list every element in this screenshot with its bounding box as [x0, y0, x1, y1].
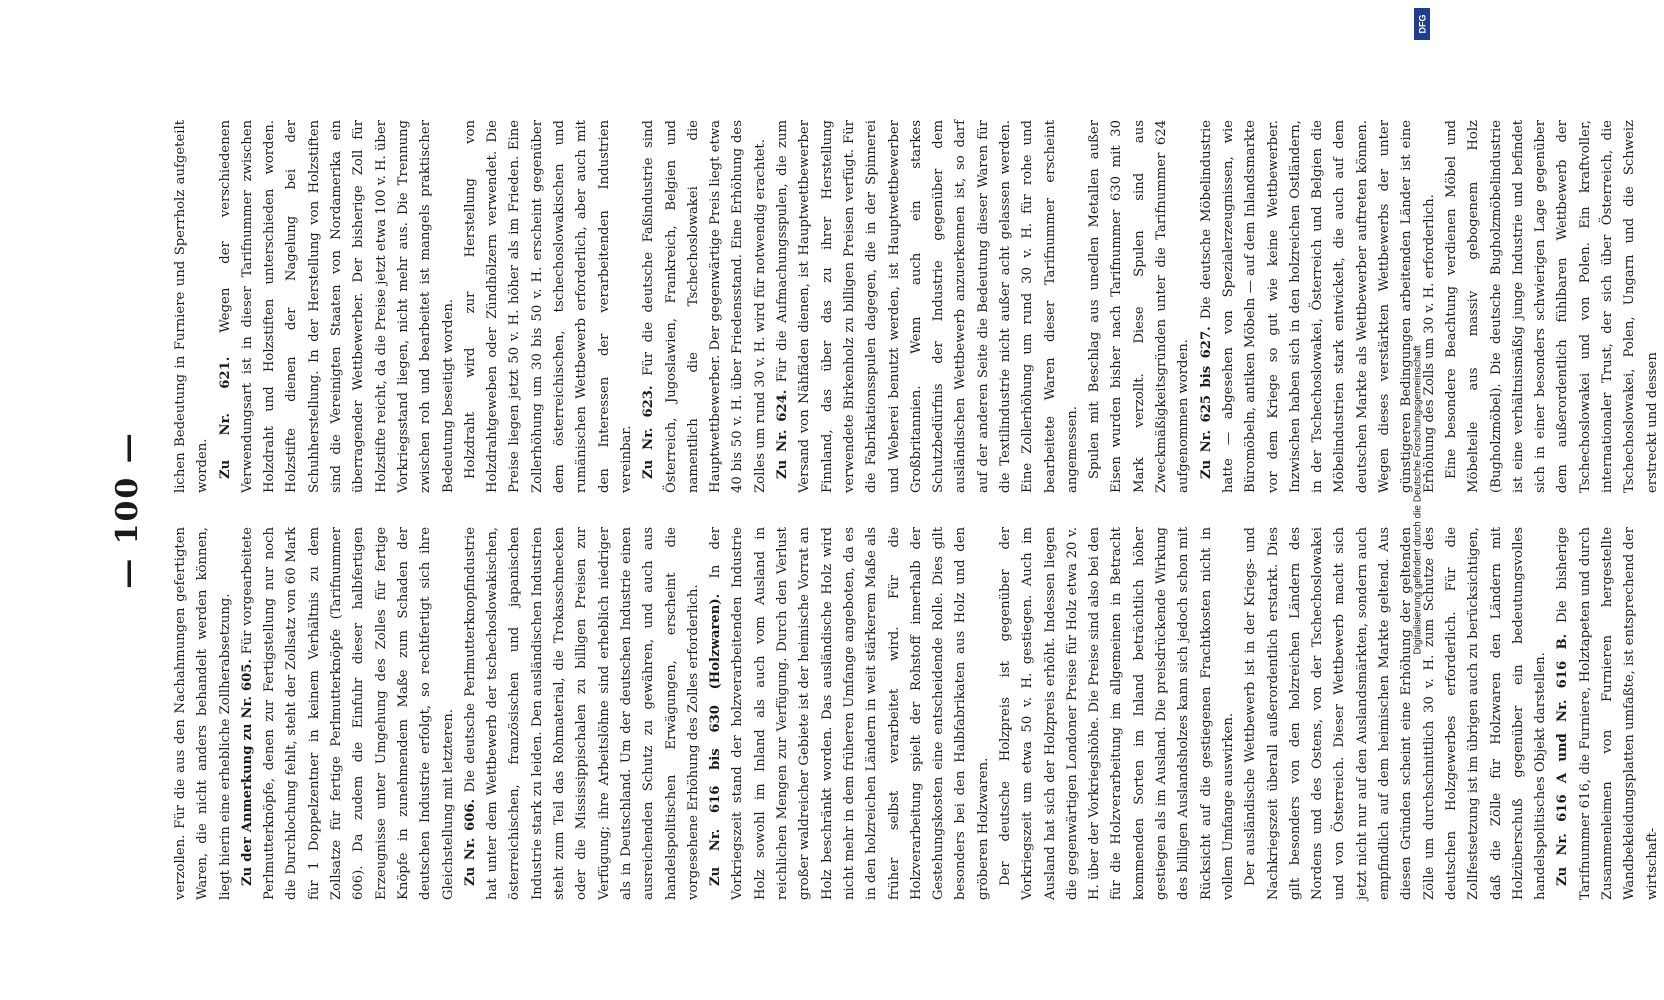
- paragraph-heading: Zu Nr. 624.: [775, 389, 791, 479]
- text-column-left: [170, 527, 1660, 900]
- paragraph-heading: Zu Nr. 616 A und Nr. 616 B.: [1555, 633, 1571, 886]
- dfg-logo: [1414, 8, 1430, 40]
- paragraph-heading: Zu Nr. 616 bis 630 (Holzwaren).: [708, 593, 724, 886]
- text-column-right: [170, 119, 1660, 493]
- paragraph-text: Holzdraht wird zur Herstellung von Holzdrahtgeweben oder Zündhölzern verwendet. Die Preise liegen jetzt 50 v. H. höher als im Frieden. Eine Zollerhöhung um 30 bis 50 v. H. erscheint gegenüber dem österreichischen, tschechoslowakischen und rumänischen Wettbewerb erforderlich, aber auch mit den Interessen der verarbeitenden Industrien vereinbar.: [462, 120, 634, 493]
- paragraph-heading: Zu Nr. 623.: [641, 385, 657, 479]
- paragraph-text: Die bisherige Tarifnummer 616, die Furniere, Holztapeten und durch Zusammenleimen von Furnieren hergestellte Wandbekleidungsplatten umfaßte, ist entsprechend der wirtschaft-: [1555, 527, 1660, 900]
- paragraph: [215, 120, 460, 493]
- paragraph-text: Der ausländische Wettbewerb ist in der Kriegs- und Nachkriegszeit überall außerordentlich erstarkt. Dies gilt besonders von den holzreichen Ländern des Nordens und des Ostens, von der Tschechoslowakei und von Österreich. Dieser Wettbewerb macht sich jetzt nicht nur auf den Auslandsmärkten, sondern auch empfindlich auf dem heimischen Markte geltend. Aus diesen Gründen scheint eine Erhöhung der geltenden Zölle um durchschnittlich 30 v. H. zum Schutze des deutschen Holzgewerbes erforderlich. Für die Zollfestsetzung ist im übrigen auch zu berücksichtigen, daß die Zölle für Holzwaren den Ländern mit Holzüberschuß gegenüber ein bedeutungsvolles handelspolitisches Objekt darstellen.: [1243, 527, 1549, 900]
- paragraph-text: Spulen mit Beschlag aus unedlen Metallen außer Eisen wurden bisher nach Tarifnummer 630 mit 30 Mark verzollt. Diese Spulen sind aus Zweckmäßigkeitsgründen unter die Tarifnummer 624 aufgenommen worden.: [1087, 120, 1192, 493]
- paragraph: [638, 120, 772, 493]
- page-content: [110, 119, 1660, 900]
- paragraph-text: lichen Bedeutung in Furniere und Sperrholz aufgeteilt worden.: [173, 120, 211, 493]
- paragraph: [705, 527, 995, 900]
- paragraph: [1196, 120, 1441, 493]
- paragraph: [772, 120, 1084, 493]
- paragraph-text: Eine besondere Beachtung verdienen Möbel und Möbelteile aus massiv gebogenem Holz (Bugholzmöbel). Die deutsche Bugholzmöbelindustrie ist eine verhältnismäßig junge Industrie und befindet sich in einer besonders schwierigen Lage gegenüber dem außerordentlich fühlbaren Wettbewerb der Tschechoslowakei und von Polen. Ein kraftvoller, internationaler Trust, der sich über Österreich, die Tschechoslowakei, Polen, Ungarn und die Schweiz erstreckt und dessen: [1443, 120, 1660, 493]
- paragraph-text: Der deutsche Holzpreis ist gegenüber der Vorkriegszeit um etwa 50 v. H. gestiegen. Auch im Ausland hat sich der Holzpreis erhöht. Indessen liegen die gegenwärtigen Londoner Preise für Holz etwa 20 v. H. über der Vorkriegshöhe. Die Preise sind also bei den für die Holzverarbeitung im allgemeinen in Betracht kommenden Sorten im Inland beträchtlich höher gestiegen als im Ausland. Die preisdrückende Wirkung des billigen Auslandsholzes kann sich jedoch schon mit Rücksicht auf die gestiegenen Frachtkosten nicht in vollem Umfange auswirken.: [997, 527, 1236, 900]
- paragraph: [460, 120, 638, 493]
- page-number: — 100 —: [110, 431, 145, 589]
- paragraph: [995, 527, 1240, 900]
- paragraph-text: Die deutsche Möbelindustrie hatte — abgesehen von Spezialerzeugnissen, wie Büromöbeln, antiken Möbeln — auf dem Inlandsmarkte vor dem Kriege so gut wie keine Wettbewerber. Inzwischen haben sich in den holzreichen Ostländern, in der Tschechoslowakei, Österreich und Belgien die Möbelindustrien stark entwickelt, die auch auf dem deutschen Markte als Wettbewerber auftreten können. Wegen dieses verstärkten Wettbewerbs der unter günstigeren Bedingungen arbeitenden Länder ist eine Erhöhung des Zolls um 30 v. H. erforderlich.: [1198, 119, 1437, 493]
- paragraph: [1240, 527, 1552, 900]
- paragraph-text: In der Vorkriegszeit stand der holzverarbeitenden Industrie Holz sowohl im Inland als auch vom Ausland in reichlichen Mengen zur Verfügung. Durch den Verlust großer waldreicher Gebiete ist der heimische Vorrat an Holz beschränkt worden. Das ausländische Holz wird nicht mehr in dem früheren Umfange angeboten, da es in den holzreichen Ländern in weit stärkerem Maße als früher selbst verarbeitet wird. Für die Holzverarbeitung spielt der Rohstoff innerhalb der Gestehungskosten eine entscheidende Rolle. Dies gilt besonders bei den Halbfabrikaten aus Holz und den gröberen Holzwaren.: [708, 527, 991, 900]
- paragraph-text: Für vorgearbeitete Perlmutterknöpfe, denen zur Fertigstellung nur noch die Durchlochung fehlt, steht der Zollsatz von 60 Mark für 1 Doppelzentner in keinem Verhältnis zu dem Zollsatze für fertige Perlmutterknöpfe (Tarifnummer 606). Da zudem die Einfuhr dieser halbfertigen Erzeugnisse unter Umgehung des Zolles für fertige Knöpfe in zunehmendem Maße zum Schaden der deutschen Industrie erfolgt, so rechtfertigt sich ihre Gleichstellung mit letzteren.: [239, 527, 456, 900]
- paragraph-heading: Zu Nr. 606.: [462, 798, 478, 886]
- paragraph-text: Die deutsche Perlmutterknopfindustrie hat unter dem Wettbewerb der tschechoslowakischen, österreichischen, französischen und japanischen Industrie stark zu leiden. Den ausländischen Industrien steht zum Teil das Rohmaterial, die Trokasschnecken oder die Mississippischalen zu billigen Preisen zur Verfügung; ihre Arbeitslöhne sind erheblich niedriger als in Deutschland. Um der deutschen Industrie einen ausreichenden Schutz zu gewähren, und auch aus handelspolitischen Erwägungen, erscheint die vorgesehene Erhöhung des Zolles erforderlich.: [462, 527, 701, 900]
- paragraph: [237, 527, 460, 900]
- paragraph: [170, 527, 237, 900]
- digitization-credit: [1408, 0, 1428, 1000]
- paragraph: [170, 120, 215, 493]
- paragraph-heading: Zu Nr. 621.: [217, 356, 233, 479]
- digitization-credit-text: Digitalisierung gefördert durch die Deutsche Forschungsgemeinschaft: [1412, 345, 1424, 655]
- paragraph-text: verzollen. Für die aus den Nachahmungen gefertigten Waren, die nicht anders behandelt werden können, liegt hierin eine erhebliche Zollherabsetzung.: [173, 527, 233, 900]
- paragraph-text: Für die deutsche Faßindustrie sind Österreich, Jugoslawien, Frankreich, Belgien und namentlich die Tschechoslowakei die Hauptwettbewerber. Der gegenwärtige Preis liegt etwa 40 bis 50 v. H. über Friedensstand. Eine Erhöhung des Zolles um rund 30 v. H. wird für notwendig erachtet.: [641, 120, 768, 493]
- paragraph-text: Wegen der verschiedenen Verwendungsart ist in dieser Tarifnummer zwischen Holzdraht und Holzstiften unterschieden worden. Holzstifte dienen der Nagelung bei der Schuhherstellung. In der Herstellung von Holzstiften sind die Vereinigten Staaten von Nordamerika ein überragender Wettbewerber. Der bisherige Zoll für Holzstifte reicht, da die Preise jetzt etwa 100 v. H. über Vorkriegsstand liegen, nicht mehr aus. Die Trennung zwischen roh und bearbeitet ist mangels praktischer Bedeutung beseitigt worden.: [217, 120, 456, 493]
- paragraph: [1084, 120, 1195, 493]
- text-columns: [170, 119, 1660, 900]
- paragraph: [1552, 527, 1663, 900]
- paragraph-text: Für die Aufmachungsspulen, die zum Versand von Nähfäden dienen, ist Hauptwettbewerber Finnland, das über das zu ihrer Herstellung verwendete Birkenholz zu billigen Preisen verfügt. Für die Fabrikationsspulen dagegen, die in der Spinnerei und Weberei benutzt werden, ist Hauptwettbewerber Großbritannien. Wenn auch ein starkes Schutzbedürfnis der Industrie gegenüber dem ausländischen Wettbewerb anzuerkennen ist, so darf auf der anderen Seite die Bedeutung dieser Waren für die Textilindustrie nicht außer acht gelassen werden. Eine Zollerhöhung um rund 30 v. H. für rohe und bearbeitete Waren dieser Tarifnummer erscheint angemessen.: [775, 120, 1080, 493]
- paragraph: [1441, 120, 1664, 493]
- paragraph-heading: Zu der Anmerkung zu Nr. 605.: [239, 658, 255, 886]
- dfg-logo-text: DFG: [1417, 14, 1427, 34]
- paragraph: [460, 527, 705, 900]
- paragraph-heading: Zu Nr. 625 bis 627.: [1198, 326, 1214, 479]
